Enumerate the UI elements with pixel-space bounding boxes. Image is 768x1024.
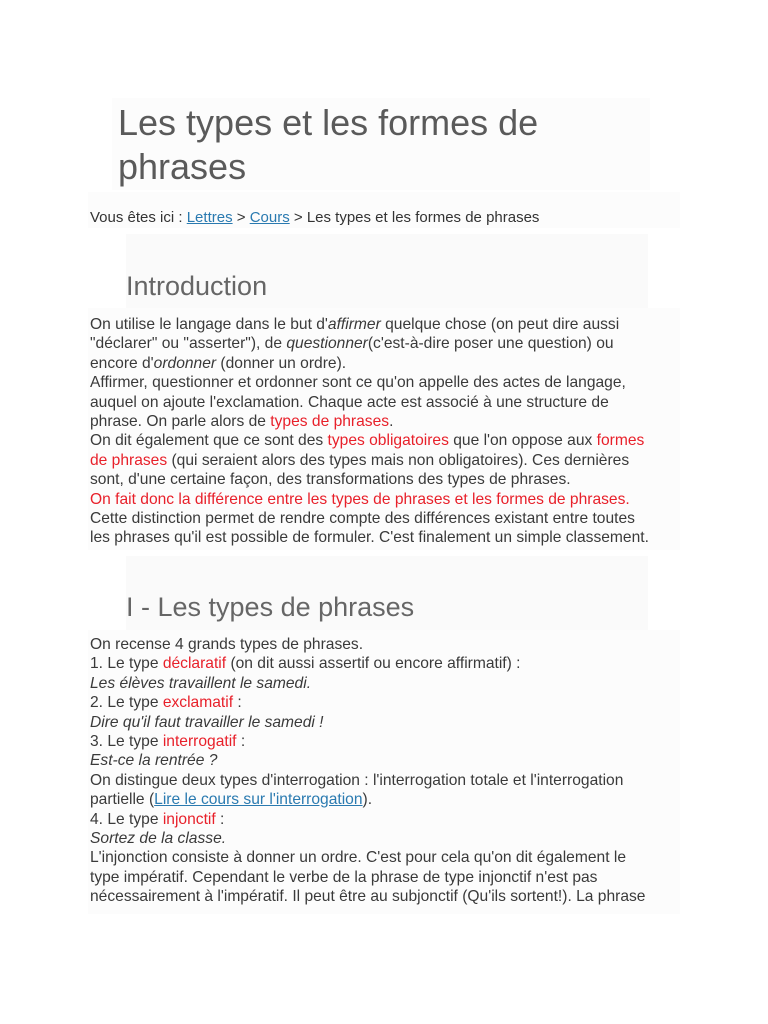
types-text [90, 635, 690, 907]
example-sentence: Est-ce la rentrée ? [90, 752, 218, 770]
types-line: 4. Le type injonctif : [90, 810, 225, 828]
types-line: 2. Le type exclamatif : [90, 694, 242, 712]
types-line: nécessairement à l'impératif. Il peut être au subjonctif (Qu'ils sortent!). La phrase [90, 888, 646, 906]
breadcrumb-separator: > [232, 209, 250, 226]
types-line: On distingue deux types d'interrogation : l'interrogation totale et l'interrogation [90, 771, 624, 789]
intro-line: les phrases qu'il est possible de formuler. C'est finalement un simple classement. [90, 529, 649, 547]
highlight-term: formes [596, 432, 645, 450]
types-line: L'injonction consiste à donner un ordre. C'est pour cela qu'on dit également le [90, 849, 626, 867]
types-line: 1. Le type déclaratif (on dit aussi assertif ou encore affirmatif) : [90, 655, 521, 673]
intro-line: "déclarer" ou "asserter"), de questionner(c'est-à-dire poser une question) ou [90, 335, 614, 353]
highlight-term: déclaratif [162, 655, 227, 673]
intro-line: On utilise le langage dans le but d'affirmer quelque chose (on peut dire aussi [90, 316, 620, 333]
breadcrumb-current: Les types et les formes de phrases [306, 209, 540, 226]
highlight-term: types obligatoires [327, 432, 449, 450]
types-line: type impératif. Cependant le verbe de la phrase de type injonctif n'est pas [90, 868, 598, 886]
intro-line: Affirmer, questionner et ordonner sont ce qu'on appelle des actes de langage, [90, 374, 626, 392]
breadcrumb-separator: > [289, 209, 307, 226]
example-sentence: Sortez de la classe. [90, 830, 227, 848]
breadcrumb-link-lettres[interactable]: Lettres [186, 209, 233, 226]
highlight-term: injonctif [162, 810, 216, 828]
types-line: partielle (Lire le cours sur l'interrogation). [90, 791, 373, 809]
page-title-line-1: Les types et les formes de [118, 102, 539, 143]
highlight-term: types de phrases [270, 413, 390, 431]
example-sentence: Les élèves travaillent le samedi. [90, 674, 312, 692]
intro-key-sentence: On fait donc la différence entre les types de phrases et les formes de phrases. [90, 490, 630, 508]
intro-line: phrase. On parle alors de types de phrases. [90, 413, 394, 431]
types-heading: I - Les types de phrases [126, 592, 415, 622]
breadcrumb-prefix: Vous êtes ici : [90, 209, 187, 226]
types-line: On recense 4 grands types de phrases. [90, 636, 364, 653]
interrogation-course-link[interactable]: Lire le cours sur l'interrogation [154, 791, 363, 809]
highlight-term: de phrases [90, 451, 168, 469]
highlight-term: exclamatif [162, 694, 234, 712]
intro-line: Cette distinction permet de rendre compte des différences existant entre toutes [90, 510, 635, 528]
intro-line: On dit également que ce sont des types obligatoires que l'on oppose aux formes [90, 432, 645, 450]
types-line: 3. Le type interrogatif : [90, 733, 246, 751]
breadcrumb [90, 209, 539, 227]
intro-text [90, 315, 690, 548]
page-title-line-2: phrases [118, 146, 247, 187]
intro-line: encore d'ordonner (donner un ordre). [90, 354, 347, 372]
intro-line: auquel on ajoute l'exclamation. Chaque acte est associé à une structure de [90, 393, 609, 411]
breadcrumb-link-cours[interactable]: Cours [249, 209, 290, 226]
highlight-term: interrogatif [162, 733, 237, 751]
intro-line: de phrases (qui seraient alors des types mais non obligatoires). Ces dernières [90, 451, 630, 469]
page-title [118, 101, 538, 189]
intro-line: sont, d'une certaine façon, des transformations des types de phrases. [90, 471, 571, 489]
intro-heading: Introduction [126, 271, 268, 301]
example-sentence: Dire qu'il faut travailler le samedi ! [90, 713, 324, 731]
